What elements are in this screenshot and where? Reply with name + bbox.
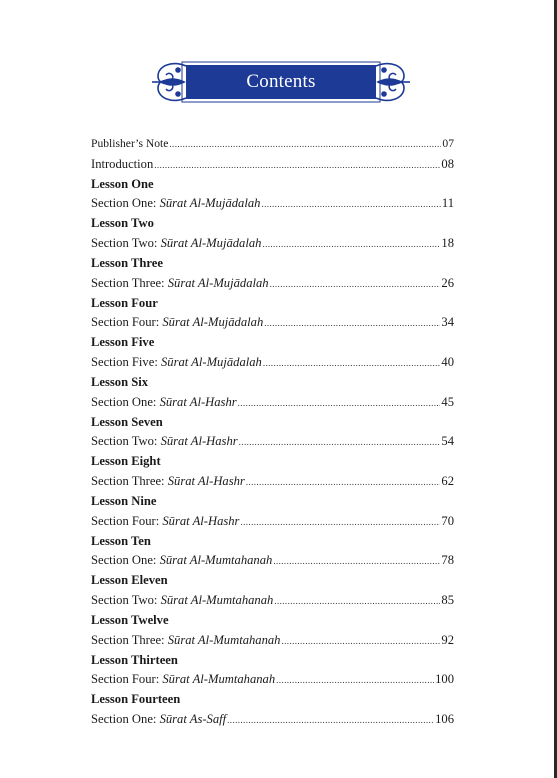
entry-text: Publisher’s Note [91,137,169,150]
entry-label [91,712,226,727]
page-number: 106 [435,712,454,727]
surah-name: Sūrat Al-Mujādalah [167,275,269,290]
lesson-title [91,216,154,231]
dot-leader [281,636,440,646]
page-number: 07 [442,137,454,150]
entry-text: Lesson Seven [91,414,163,429]
entry-label [91,137,168,150]
toc-entry [91,633,454,653]
lesson-title [91,375,148,390]
toc-entry [91,514,454,534]
dot-leader [276,675,434,685]
dot-leader [263,358,441,368]
dot-leader [264,318,440,328]
dot-leader [154,160,440,170]
toc-entry [91,137,454,157]
toc-heading [91,573,454,593]
page-number: 54 [441,434,454,449]
entry-label [91,276,269,291]
entry-text: Lesson Eleven [91,573,168,588]
toc-heading [91,375,454,395]
surah-name: Sūrat Al-Hashr [162,513,240,528]
page-number: 08 [441,156,454,171]
page-number: 18 [441,236,454,251]
entry-text: Section One: [91,553,160,568]
toc-heading [91,296,454,316]
entry-label [91,474,245,489]
toc-heading [91,216,454,236]
toc-heading [91,177,454,197]
page-number: 26 [441,275,454,290]
dot-leader [270,279,441,289]
entry-text: Section Three: [91,474,168,489]
entry-text: Lesson Two [91,216,154,231]
entry-label [91,315,263,330]
entry-text: Lesson Fourteen [91,692,181,707]
page-number: 70 [441,513,454,528]
entry-text: Section Four: [91,315,163,330]
page-number: 100 [435,672,454,687]
entry-label [91,553,272,568]
entry-text: Section One: [91,394,160,409]
page-number: 40 [441,355,454,370]
dot-leader [273,556,440,566]
entry-text: Introduction [91,156,154,171]
page-title: Contents [246,71,316,92]
entry-text: Lesson One [91,176,154,191]
surah-name: Sūrat Al-Mumtahanah [160,593,274,608]
lesson-title [91,454,161,469]
dot-leader [246,477,441,487]
surah-name: Sūrat Al-Mujādalah [162,315,264,330]
entry-text: Lesson Ten [91,533,151,548]
surah-name: Sūrat Al-Mujādalah [160,355,262,370]
dot-leader [261,199,440,209]
entry-label [91,236,261,251]
toc-entry [91,276,454,296]
toc-heading [91,692,454,712]
page-number: 34 [441,315,454,330]
dot-leader [238,398,441,408]
dot-leader [274,596,440,606]
dot-leader [262,239,440,249]
toc-heading [91,613,454,633]
entry-text: Section One: [91,712,160,727]
page-number: 78 [441,553,454,568]
toc-entry [91,395,454,415]
lesson-title [91,335,154,350]
toc-heading [91,653,454,673]
entry-text: Lesson Three [91,255,163,270]
surah-name: Sūrat As-Saff [159,712,227,727]
entry-text: Lesson Five [91,335,155,350]
table-of-contents [91,137,454,732]
entry-text: Lesson Nine [91,493,157,508]
toc-heading [91,335,454,355]
toc-entry [91,553,454,573]
lesson-title [91,494,156,509]
entry-text: Section Three: [91,275,168,290]
surah-name: Sūrat Al-Hashr [159,394,237,409]
lesson-title [91,653,178,668]
toc-heading [91,415,454,435]
surah-name: Sūrat Al-Mumtahanah [162,672,276,687]
entry-text: Lesson Six [91,374,149,389]
entry-label [91,157,153,172]
toc-entry [91,474,454,494]
entry-label [91,593,273,608]
lesson-title [91,613,169,628]
lesson-title [91,573,168,588]
entry-text: Section Three: [91,632,168,647]
toc-entry [91,157,454,177]
toc-heading [91,534,454,554]
page-number: 92 [441,632,454,647]
entry-text: Section Four: [91,513,163,528]
dot-leader [240,517,440,527]
surah-name: Sūrat Al-Mujādalah [159,196,261,211]
dot-leader [227,715,434,725]
toc-entry [91,236,454,256]
page-number: 85 [441,593,454,608]
lesson-title [91,296,158,311]
entry-text: Section One: [91,196,160,211]
toc-heading [91,494,454,514]
lesson-title [91,692,180,707]
entry-text: Lesson Four [91,295,158,310]
toc-heading [91,454,454,474]
entry-label [91,514,239,529]
lesson-title [91,256,163,271]
entry-label [91,633,280,648]
toc-entry [91,196,454,216]
toc-entry [91,672,454,692]
entry-text: Section Two: [91,434,161,449]
entry-text: Lesson Eight [91,454,161,469]
contents-banner [150,56,412,108]
entry-text: Section Four: [91,672,163,687]
toc-entry [91,315,454,335]
dot-leader [239,437,441,447]
entry-label [91,355,262,370]
lesson-title [91,177,154,192]
lesson-title [91,534,151,549]
entry-label [91,196,260,211]
toc-entry [91,712,454,732]
surah-name: Sūrat Al-Hashr [167,474,245,489]
surah-name: Sūrat Al-Mumtahanah [167,632,281,647]
toc-heading [91,256,454,276]
surah-name: Sūrat Al-Mumtahanah [159,553,273,568]
surah-name: Sūrat Al-Hashr [160,434,238,449]
entry-label [91,672,275,687]
page-number: 45 [441,394,454,409]
lesson-title [91,415,163,430]
entry-text: Section Two: [91,236,161,251]
page-number: 62 [441,474,454,489]
entry-label [91,434,238,449]
surah-name: Sūrat Al-Mujādalah [160,236,262,251]
entry-text: Section Five: [91,355,161,370]
entry-text: Lesson Thirteen [91,652,178,667]
toc-entry [91,434,454,454]
page-number: 11 [441,196,454,211]
dot-leader [169,139,441,149]
entry-text: Section Two: [91,593,161,608]
toc-entry [91,355,454,375]
toc-entry [91,593,454,613]
entry-text: Lesson Twelve [91,612,169,627]
entry-label [91,395,237,410]
